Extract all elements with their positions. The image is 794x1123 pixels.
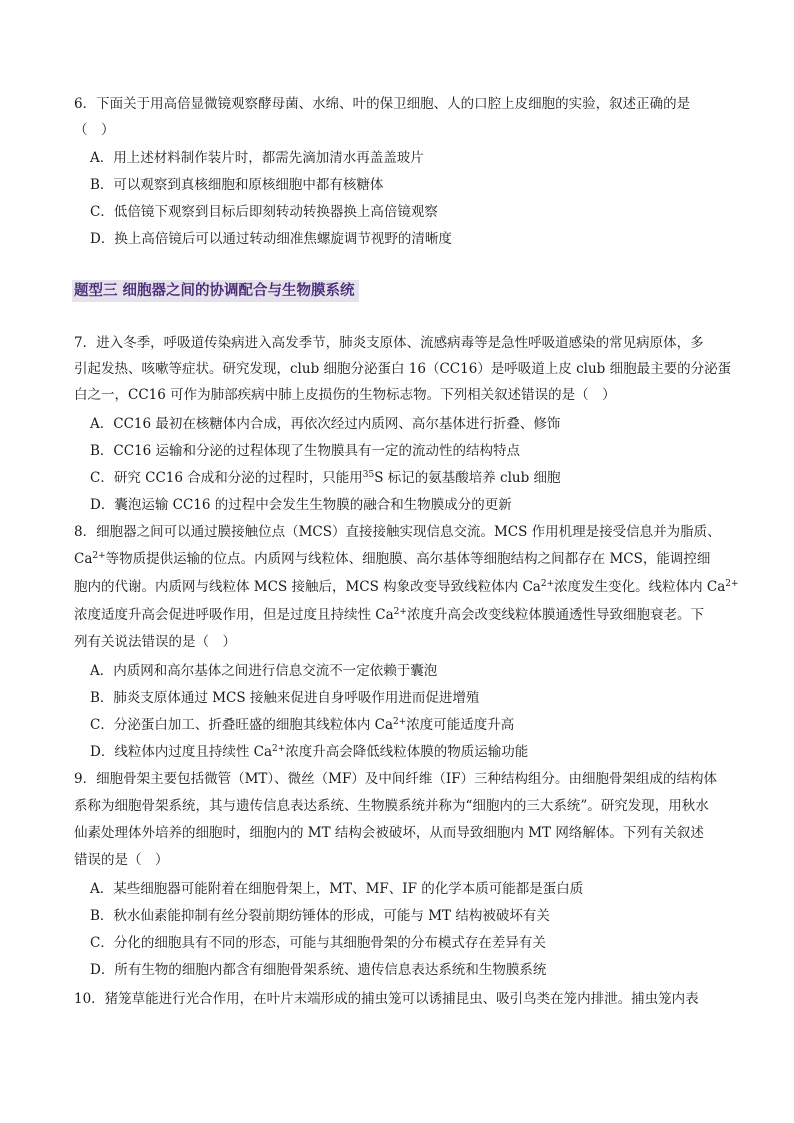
q9-stem-line-4: 错误的是（ ）: [74, 852, 169, 868]
q7-stem-line-1: 7．进入冬季，呼吸道传染病进入高发季节，肺炎支原体、流感病毒等是急性呼吸道感染的常见病原体，多: [74, 335, 704, 351]
q8-option-c-text-1: C．分泌蛋白加工、折叠旺盛的细胞其线粒体内 Ca: [90, 717, 393, 733]
q7-option-d: D．囊泡运输 CC16 的过程中会发生生物膜的融合和生物膜成分的更新: [90, 497, 512, 513]
q8-line-3-text-2: 浓度发生变化。线粒体内 Ca: [554, 579, 726, 595]
q9-option-a: A．某些细胞器可能附着在细胞骨架上，MT、MF、IF 的化学本质可能都是蛋白质: [90, 881, 584, 897]
q8-line-2-superscript: 2+: [92, 551, 106, 561]
q8-line-4-text-2: 浓度升高会改变线粒体膜通透性导致细胞衰老。下: [406, 607, 704, 623]
q8-stem-line-4: [0, 605, 794, 625]
q6-option-d: D．换上高倍镜后可以通过转动细准焦螺旋调节视野的清晰度: [90, 231, 452, 247]
q8-line-2-text-1: Ca: [74, 551, 93, 567]
q8-stem-line-3: [0, 577, 794, 597]
q8-line-3-superscript-2: 2+: [725, 579, 739, 589]
q9-option-b: B．秋水仙素能抑制有丝分裂前期纺锤体的形成，可能与 MT 结构被破坏有关: [90, 908, 550, 924]
q8-stem-line-2: [0, 549, 794, 569]
q7-stem-line-2: 引起发热、咳嗽等症状。研究发现，club 细胞分泌蛋白 16（CC16）是呼吸道上皮 club 细胞最主要的分泌蛋: [74, 361, 732, 377]
q8-option-c: [0, 715, 794, 735]
q9-stem-line-3: 仙素处理体外培养的细胞时，细胞内的 MT 结构会被破坏，从而导致细胞内 MT 网络解体。下列有关叙述: [74, 825, 704, 841]
q8-option-a: A．内质网和高尔基体之间进行信息交流不一定依赖于囊泡: [90, 663, 438, 679]
q8-line-3-superscript-1: 2+: [540, 579, 555, 589]
q8-option-d: [0, 742, 794, 762]
q9-option-c: C．分化的细胞具有不同的形态，可能与其细胞骨架的分布模式存在差异有关: [90, 935, 546, 951]
q8-line-3-text-1: 胞内的代谢。内质网与线粒体 MCS 接触后，MCS 构象改变导致线粒体内 Ca: [74, 579, 541, 595]
q7-option-b: B．CC16 运输和分泌的过程体现了生物膜具有一定的流动性的结构特点: [90, 443, 521, 459]
q6-option-b: B．可以观察到真核细胞和原核细胞中都有核糖体: [90, 177, 384, 193]
q7-option-a: A．CC16 最初在核糖体内合成，再依次经过内质网、高尔基体进行折叠、修饰: [90, 416, 561, 432]
q7-option-c-text-2: S 标记的氨基酸培养 club 细胞: [374, 470, 561, 486]
q8-stem-line-1: 8．细胞器之间可以通过膜接触位点（MCS）直接接触实现信息交流。MCS 作用机理是接受信息并为脂质、: [74, 524, 721, 540]
q8-line-2-text-2: 等物质提供运输的位点。内质网与线粒体、细胞膜、高尔基体等细胞结构之间都存在 MCS，能调控细: [105, 551, 711, 567]
q8-option-d-text-2: 浓度升高会降低线粒体膜的物质运输功能: [285, 744, 529, 760]
q10-stem-line-1: 10．猪笼草能进行光合作用，在叶片末端形成的捕虫笼可以诱捕昆虫、吸引鸟类在笼内排泄。捕虫笼内表: [74, 991, 699, 1007]
q9-stem-line-2: 系称为细胞骨架系统，其与遗传信息表达系统、生物膜系统并称为“细胞内的三大系统”。研究发现，用秋水: [74, 798, 709, 814]
q8-line-4-text-1: 浓度适度升高会促进呼吸作用，但是过度且持续性 Ca: [74, 607, 394, 623]
q8-stem-line-5: 列有关说法错误的是（ ）: [74, 634, 236, 650]
q9-stem-line-1: 9．细胞骨架主要包括微管（MT）、微丝（MF）及中间纤维（IF）三种结构组分。由细胞骨架组成的结构体: [74, 771, 718, 787]
q6-stem-line-2: （ ）: [74, 122, 115, 138]
section-heading: 题型三 细胞器之间的协调配合与生物膜系统: [72, 280, 359, 302]
q8-line-4-superscript: 2+: [393, 607, 407, 617]
q8-option-b: B．肺炎支原体通过 MCS 接触来促进自身呼吸作用进而促进增殖: [90, 690, 480, 706]
q8-option-c-superscript: 2+: [393, 717, 407, 727]
q7-option-c-text-1: C．研究 CC16 合成和分泌的过程时，只能用: [90, 470, 363, 486]
q7-option-c: [0, 468, 794, 488]
q8-option-d-text-1: D．线粒体内过度且持续性 Ca: [90, 744, 272, 760]
q8-option-d-superscript: 2+: [272, 744, 286, 754]
q7-option-c-superscript: 35: [362, 470, 375, 480]
q6-stem-line-1: 6．下面关于用高倍显微镜观察酵母菌、水绵、叶的保卫细胞、人的口腔上皮细胞的实验，叙述正确的是: [74, 96, 691, 112]
q9-option-d: D．所有生物的细胞内都含有细胞骨架系统、遗传信息表达系统和生物膜系统: [90, 962, 547, 978]
q6-option-c: C．低倍镜下观察到目标后即刻转动转换器换上高倍镜观察: [90, 204, 438, 220]
q8-option-c-text-2: 浓度可能适度升高: [406, 717, 515, 733]
q6-option-a: A．用上述材料制作装片时，都需先滴加清水再盖盖玻片: [90, 150, 424, 166]
q7-stem-line-3: 白之一，CC16 可作为肺部疾病中肺上皮损伤的生物标志物。下列相关叙述错误的是（ ）: [74, 387, 616, 403]
